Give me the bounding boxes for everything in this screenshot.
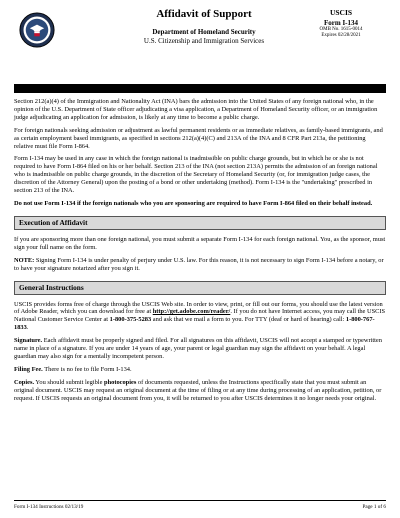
header-form-info [296, 8, 386, 39]
intro-paragraph-3: Form I-134 may be used in any case in which the foreign national is inadmissible on public charge grounds, but in which he or she is not required to have Form I-864 filed on his or her behalf. Section 213 of the INA (not section 213A) permits the admission of an foreign national who is inadmissible on public charge grounds, in the discretion of the Secretary of Homeland Security (or, for immigration judge cases, the discretion of the Attorney General) upon the posting of a bond or other undertaking (method). Form I-134 is the "undertaking" prescribed in section 213 of the INA. [14, 155, 378, 195]
signature-label: Signature. [14, 337, 43, 345]
note-text: Signing Form I-134 is under penalty of perjury under U.S. law. For this reason, it is not necessary to sign Form I-134 before a notary, or to have your signature notarized after you sign it. [14, 256, 384, 272]
note-label: NOTE: [14, 256, 35, 264]
intro-warning [14, 200, 386, 208]
omb-number: OMB No. 1615-0014 [319, 27, 363, 32]
copies-text-a: You should submit legible [34, 378, 105, 386]
footer-form-version: Form I-134 Instructions 02/13/19 [14, 504, 84, 510]
form-title: Affidavit of Support [156, 8, 252, 20]
filing-fee-text: There is no fee to file Form I-134. [42, 365, 132, 373]
page-footer [14, 500, 386, 513]
form-header [14, 4, 386, 78]
signature-text: Each affidavit must be properly signed and filed. For all signatures on this affidavit, USCIS will not accept a stamped or typewritten name in place of a signature. If you are under 14 years of age, your parent or legal guardian may sign the affidavit on your behalf. A legal guardian may also sign for a mentally incompetent person. [14, 337, 382, 360]
forms-text-d: . [26, 324, 29, 332]
filing-fee-label: Filing Fee. [14, 365, 43, 373]
department-name: Department of Homeland Security [152, 28, 256, 36]
agency-short: USCIS [329, 8, 353, 17]
copies-bold: photocopies [104, 378, 137, 386]
form-number: Form I-134 [323, 19, 359, 27]
filing-fee-paragraph [14, 366, 386, 374]
intro-warning-text: Do not use Form I-134 if the foreign nationals who you are sponsoring are required to have Form I-864 filed on their behalf instead. [14, 199, 373, 207]
forms-text-b: . If you do not have Internet access, you may call the USCIS National Customer Service Center at [14, 308, 386, 324]
dhs-seal-icon [19, 12, 55, 48]
section-heading-execution: Execution of Affidavit [14, 216, 386, 230]
intro-paragraph-1: Section 212(a)(4) of the Immigration and Nationality Act (INA) bars the admission into the United States of any foreign national who, in the opinion of the U.S. Department of State officer adjudicating a visa application, a Department of Homeland Security officer, or an immigration judge adjudicating an application for admission, is likely at any time to become a public charge. [14, 98, 378, 121]
forms-text-c: and ask that we mail a form to you. For TTY (deaf or hard of hearing) call: [151, 316, 346, 324]
general-paragraph-forms [14, 301, 386, 333]
section-heading-general: General Instructions [14, 281, 386, 295]
execution-note [14, 257, 386, 273]
execution-paragraph: If you are sponsoring more than one foreign national, you must submit a separate Form I-134 for each foreign national. You, as the sponsor, must sign your full name on the form. [14, 235, 386, 251]
footer-page-number: Page 1 of 6 [362, 504, 386, 510]
forms-text-a: USCIS provides forms free of charge through the USCIS Web site. In order to view, print, or fill out our forms, you should use the latest version of Adobe Reader, which you can download for free at [14, 300, 383, 316]
header-title-block [104, 6, 304, 45]
adobe-reader-link[interactable]: http://get.adobe.com/reader/ [152, 308, 231, 316]
ncsc-phone: 1-800-375-5283 [109, 316, 152, 324]
copies-text-b: of documents requested, unless the Instructions specifically state that you must submit an original document. USCIS may request an original document at the time of filing or at any time during processing of an application, petition, or request. If USCIS requests an original document from you, it will be returned to you after USCIS determines it no longer needs your original. [14, 378, 382, 402]
intro-paragraph-2: For foreign nationals seeking admission or adjustment as lawful permanent residents or as immediate relatives, as family-based immigrants, and as certain employment based immigrants, as specified in sections 212(a)(4)(C) and 213A of the INA and 8 CFR Part 213a, the petitioning relative must file Form I-864. [14, 126, 383, 150]
header-divider-bar [14, 84, 386, 93]
expiration-date: Expires 02/28/2021 [321, 33, 361, 38]
copies-label: Copies. [14, 378, 35, 386]
signature-paragraph [14, 337, 386, 361]
agency-name: U.S. Citizenship and Immigration Services [143, 37, 265, 45]
copies-paragraph [14, 379, 386, 403]
tty-phone: 1-800-767-1833 [14, 316, 375, 332]
instructions-body [14, 98, 386, 407]
